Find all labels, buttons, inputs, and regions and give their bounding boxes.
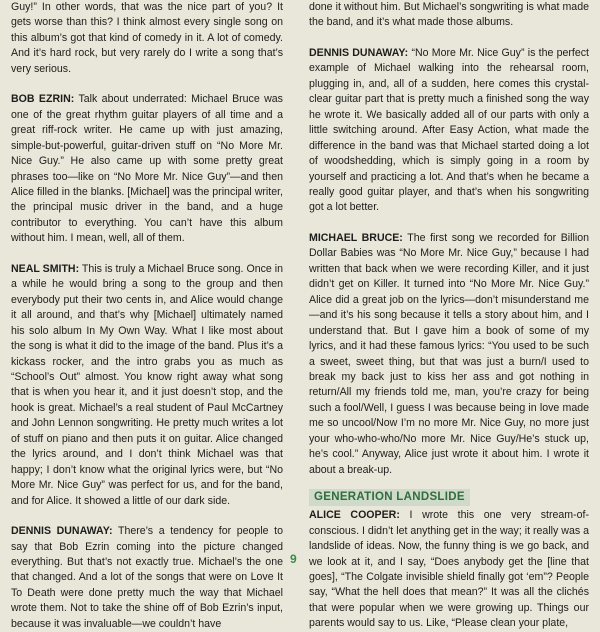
paragraph [309,46,589,216]
paragraph-text: The first song we recorded for Billion Dollar Babies was “No More Mr. Nice Guy,” because I had written that back when we were recording Killer, and it just didn’t get on Killer. It turned into “No More Mr. Nice Guy.” Alice did a great job on the lyrics—don’t misunderstand me—and it’s his song because it tells a story about him, and I understand that. But I gave him a book of some of my lyrics, and it had these famous lyrics: “You used to be such a sweet, sweet thing, but that was just a burn/I used to break my back just to kiss her ass and got nothing in return/All my friends told me, man, you’re crazy for being such a fool/Well, I guess I was because being in love made me so uncool/Now I’m no more Mr. Nice Guy, no more just your who-who-who/No more Mr. Nice Guy/He’s stuck up, he’s cool.” Anyway, Alice just wrote it about him. I wrote it about a break-up. [309,231,589,476]
speaker-label: MICHAEL BRUCE: [309,231,403,244]
paragraph-text: There’s a tendency for people to say that Bob Ezrin coming into the picture changed everything. But that’s not exactly true. Michael’s the one that changed. And a lot of the songs that were on Love It To Death were done pretty much the way that Michael wrote them. Not to take the shine off of Bob Ezrin’s input, because it was invaluable—we couldn’t have [11,525,283,630]
speaker-label: NEAL SMITH: [11,262,80,275]
paragraph [11,262,283,509]
paragraph [11,0,283,77]
paragraph [309,231,589,478]
paragraph [11,92,283,247]
right-column [309,0,589,632]
paragraph [309,0,589,31]
paragraph-text: done it without him. But Michael’s songwriting is what made the band, and it’s what made those albums. [309,1,589,29]
paragraph-text: Guy!” In other words, that was the nice part of you? It gets worse than this? I think almost every single song on this album’s got that kind of comedy in it. A lot of comedy. And it’s hard rock, but very rarely do I write a song that’s very serious. [11,1,283,75]
page-number: 9 [290,552,297,566]
speaker-label: BOB EZRIN: [11,93,75,106]
paragraph [309,508,589,632]
paragraph-text: “No More Mr. Nice Guy” is the perfect example of Michael walking into the rehearsal room, plugging in, and, all of a sudden, here comes this crystal-clear guitar part that is pretty much a finished song the way he wrote it. We basically added all of our parts with only a little switching around. After Easy Action, what made the difference in the band was that Michael started doing a lot of woodshedding, which is simply going in a room by yourself and practicing a lot. And that’s when he became a really good guitar player, and that’s when his songwriting got a lot better. [309,46,589,214]
speaker-label: ALICE COOPER: [309,509,400,522]
section-heading: GENERATION LANDSLIDE [309,489,470,506]
speaker-label: DENNIS DUNAWAY: [11,525,113,538]
paragraph-text: This is truly a Michael Bruce song. Once in a while he would bring a song to the group and then everybody put their two cents in, and Alice would change it all around, and that’s why [Michael] ultimately named his solo album In My Own Way. What I like most about the song is what it did to the image of the band. Plus it’s a kickass rocker, and the intro grabs you as much as “School’s Out” almost. You know right away what song that is when you hear it, and it just doesn’t stop, and the hook is great. Michael’s a real student of Paul McCartney and John Lennon songwriting. He pretty much writes a lot of stuff on piano and then puts it on guitar. Alice changed the lyrics around, and I don’t think Michael was that happy; I don’t know what the original lyrics were, but “No More Mr. Nice Guy” was perfect for us, and for the band, and for Alice. It showed a little of our dark side. [11,262,283,507]
paragraph-text: I wrote this one very stream-of-conscious. I didn’t let anything get in the way; it really was a landslide of ideas. Now, the funny thing is we go back, and we look at it, and I say, “Does anybody get the [line that goes], “The Colgate invisible shield finally got ‘em”? People say, “What the hell does that mean?” It was all the clichés that were popular when we were growing up. Things our parents would say to us. Like, “Please clean your plate, [309,509,589,630]
left-column [11,0,283,632]
paragraph-text: Talk about underrated: Michael Bruce was one of the great rhythm guitar players of all time and a great riff-rock writer. He came up with just amazing, simple-but-powerful, guitar-driven stuff on “No More Mr. Nice Guy.” He also came up with some pretty great phrases too—like on “No More Mr. Nice Guy”—and then Alice filled in the blanks. [Michael] was the principal writer, the principal music driver in the band, and a huge contributor to everything. You can’t have this album without him. I mean, well, all of them. [11,93,283,245]
speaker-label: DENNIS DUNAWAY: [309,46,409,59]
paragraph [11,524,283,632]
